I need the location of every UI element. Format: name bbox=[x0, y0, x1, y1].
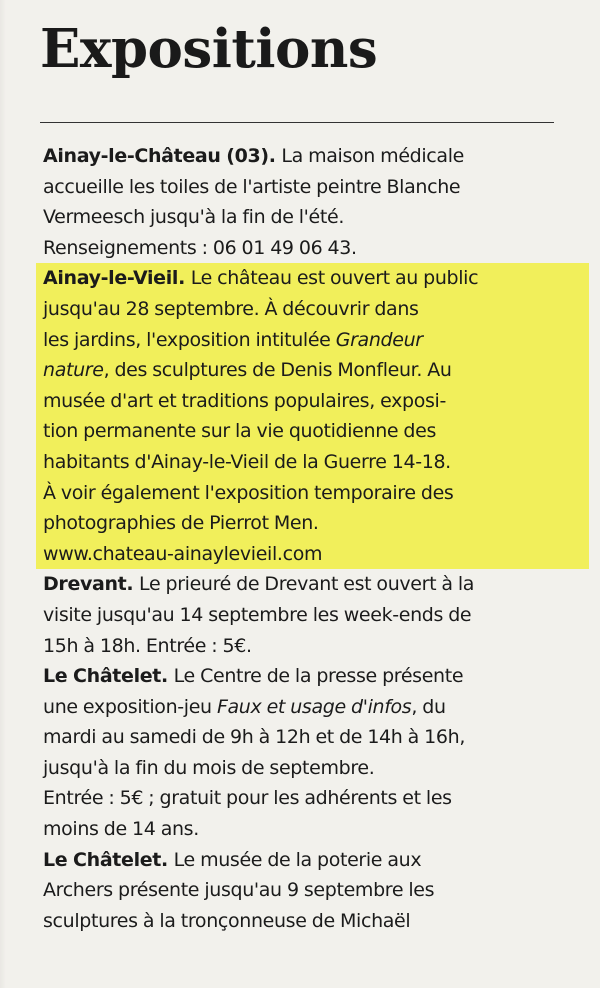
text-segment: Le château est ouvert au public bbox=[190, 267, 479, 290]
text-segment: Le Centre de la presse présente bbox=[173, 665, 464, 688]
text-line bbox=[43, 355, 563, 386]
text-segment: Le prieuré de Drevant est ouvert à la bbox=[139, 573, 475, 596]
text-line bbox=[43, 325, 563, 356]
text-line bbox=[43, 783, 563, 814]
text-line bbox=[43, 263, 563, 294]
text-line bbox=[43, 478, 563, 509]
exhibition-title: Faux et usage d'infos bbox=[216, 695, 412, 718]
text-line bbox=[43, 845, 563, 876]
text-segment: mardi au samedi de 9h à 12h et de 14h à 16h, bbox=[43, 726, 466, 749]
place-name: Le Châtelet bbox=[43, 848, 161, 871]
text-segment: visite jusqu'au 14 septembre les week-ends de bbox=[43, 603, 472, 626]
text-segment: moins de 14 ans. bbox=[43, 818, 199, 841]
place-separator: . bbox=[161, 665, 174, 688]
text-segment: jusqu'à la fin du mois de septembre. bbox=[43, 756, 375, 779]
text-segment: jusqu'au 28 septembre. À découvrir dans bbox=[43, 297, 419, 320]
text-segment: les jardins, l'exposition intitulée bbox=[43, 328, 336, 351]
article-list bbox=[43, 141, 563, 936]
text-segment: Le musée de la poterie aux bbox=[173, 848, 422, 871]
text-segment: accueille les toiles de l'artiste peintre Blanche bbox=[43, 175, 461, 198]
text-segment: , du bbox=[411, 695, 446, 718]
text-segment: , des sculptures de Denis Monfleur. Au bbox=[103, 359, 452, 382]
place-separator: . bbox=[178, 267, 191, 290]
heading-rule bbox=[40, 122, 554, 123]
text-segment: À voir également l'exposition temporaire des bbox=[43, 481, 454, 504]
listing-drevant bbox=[43, 569, 563, 661]
text-line bbox=[43, 386, 563, 417]
text-segment: Vermeesch jusqu'à la fin de l'été. bbox=[43, 206, 345, 229]
text-segment: musée d'art et traditions populaires, exposi- bbox=[43, 389, 446, 412]
text-segment: sculptures à la tronçonneuse de Michaël bbox=[43, 909, 411, 932]
place-name: Le Châtelet bbox=[43, 665, 161, 688]
place-name: Ainay-le-Château (03) bbox=[43, 145, 269, 167]
text-line bbox=[43, 600, 563, 631]
place-separator: . bbox=[268, 145, 282, 167]
text-segment: 15h à 18h. Entrée : 5€. bbox=[43, 634, 252, 657]
text-line bbox=[43, 447, 563, 478]
place-name: Drevant bbox=[43, 573, 127, 596]
listing-ainay-le-vieil bbox=[36, 263, 589, 569]
text-line bbox=[43, 875, 563, 906]
section-heading: Expositions bbox=[40, 18, 378, 80]
exhibition-title: nature bbox=[43, 359, 104, 382]
text-line bbox=[43, 294, 563, 325]
listing-ainay-le-chateau bbox=[43, 141, 563, 263]
place-name: Ainay-le-Vieil bbox=[43, 267, 179, 290]
text-line bbox=[43, 172, 563, 203]
website-url: www.chateau-ainaylevieil.com bbox=[43, 542, 323, 565]
text-line bbox=[43, 906, 563, 937]
text-line bbox=[43, 416, 563, 447]
text-line bbox=[43, 631, 563, 662]
text-segment: tion permanente sur la vie quotidienne des bbox=[43, 420, 437, 443]
listing-le-chatelet-poterie bbox=[43, 845, 563, 937]
text-line bbox=[43, 692, 563, 723]
phone-info: Renseignements : 06 01 49 06 43. bbox=[43, 236, 357, 259]
text-segment: Archers présente jusqu'au 9 septembre les bbox=[43, 879, 435, 902]
text-line bbox=[43, 141, 563, 172]
text-line bbox=[43, 753, 563, 784]
listing-le-chatelet-presse bbox=[43, 661, 563, 845]
text-segment: La maison médicale bbox=[281, 145, 464, 167]
text-line bbox=[43, 661, 563, 692]
text-line bbox=[43, 814, 563, 845]
text-line bbox=[43, 569, 563, 600]
text-line bbox=[43, 722, 563, 753]
exhibition-title: Grandeur bbox=[335, 328, 423, 351]
text-line bbox=[43, 508, 563, 539]
place-separator: . bbox=[126, 573, 140, 596]
text-line bbox=[43, 233, 563, 264]
text-segment: habitants d'Ainay-le-Vieil de la Guerre 14-18. bbox=[43, 450, 451, 473]
text-segment: Entrée : 5€ ; gratuit pour les adhérents et les bbox=[43, 787, 452, 810]
text-line bbox=[43, 539, 563, 570]
text-segment: photographies de Pierrot Men. bbox=[43, 512, 319, 535]
place-separator: . bbox=[161, 848, 174, 871]
text-segment: une exposition-jeu bbox=[43, 695, 217, 718]
text-line bbox=[43, 202, 563, 233]
